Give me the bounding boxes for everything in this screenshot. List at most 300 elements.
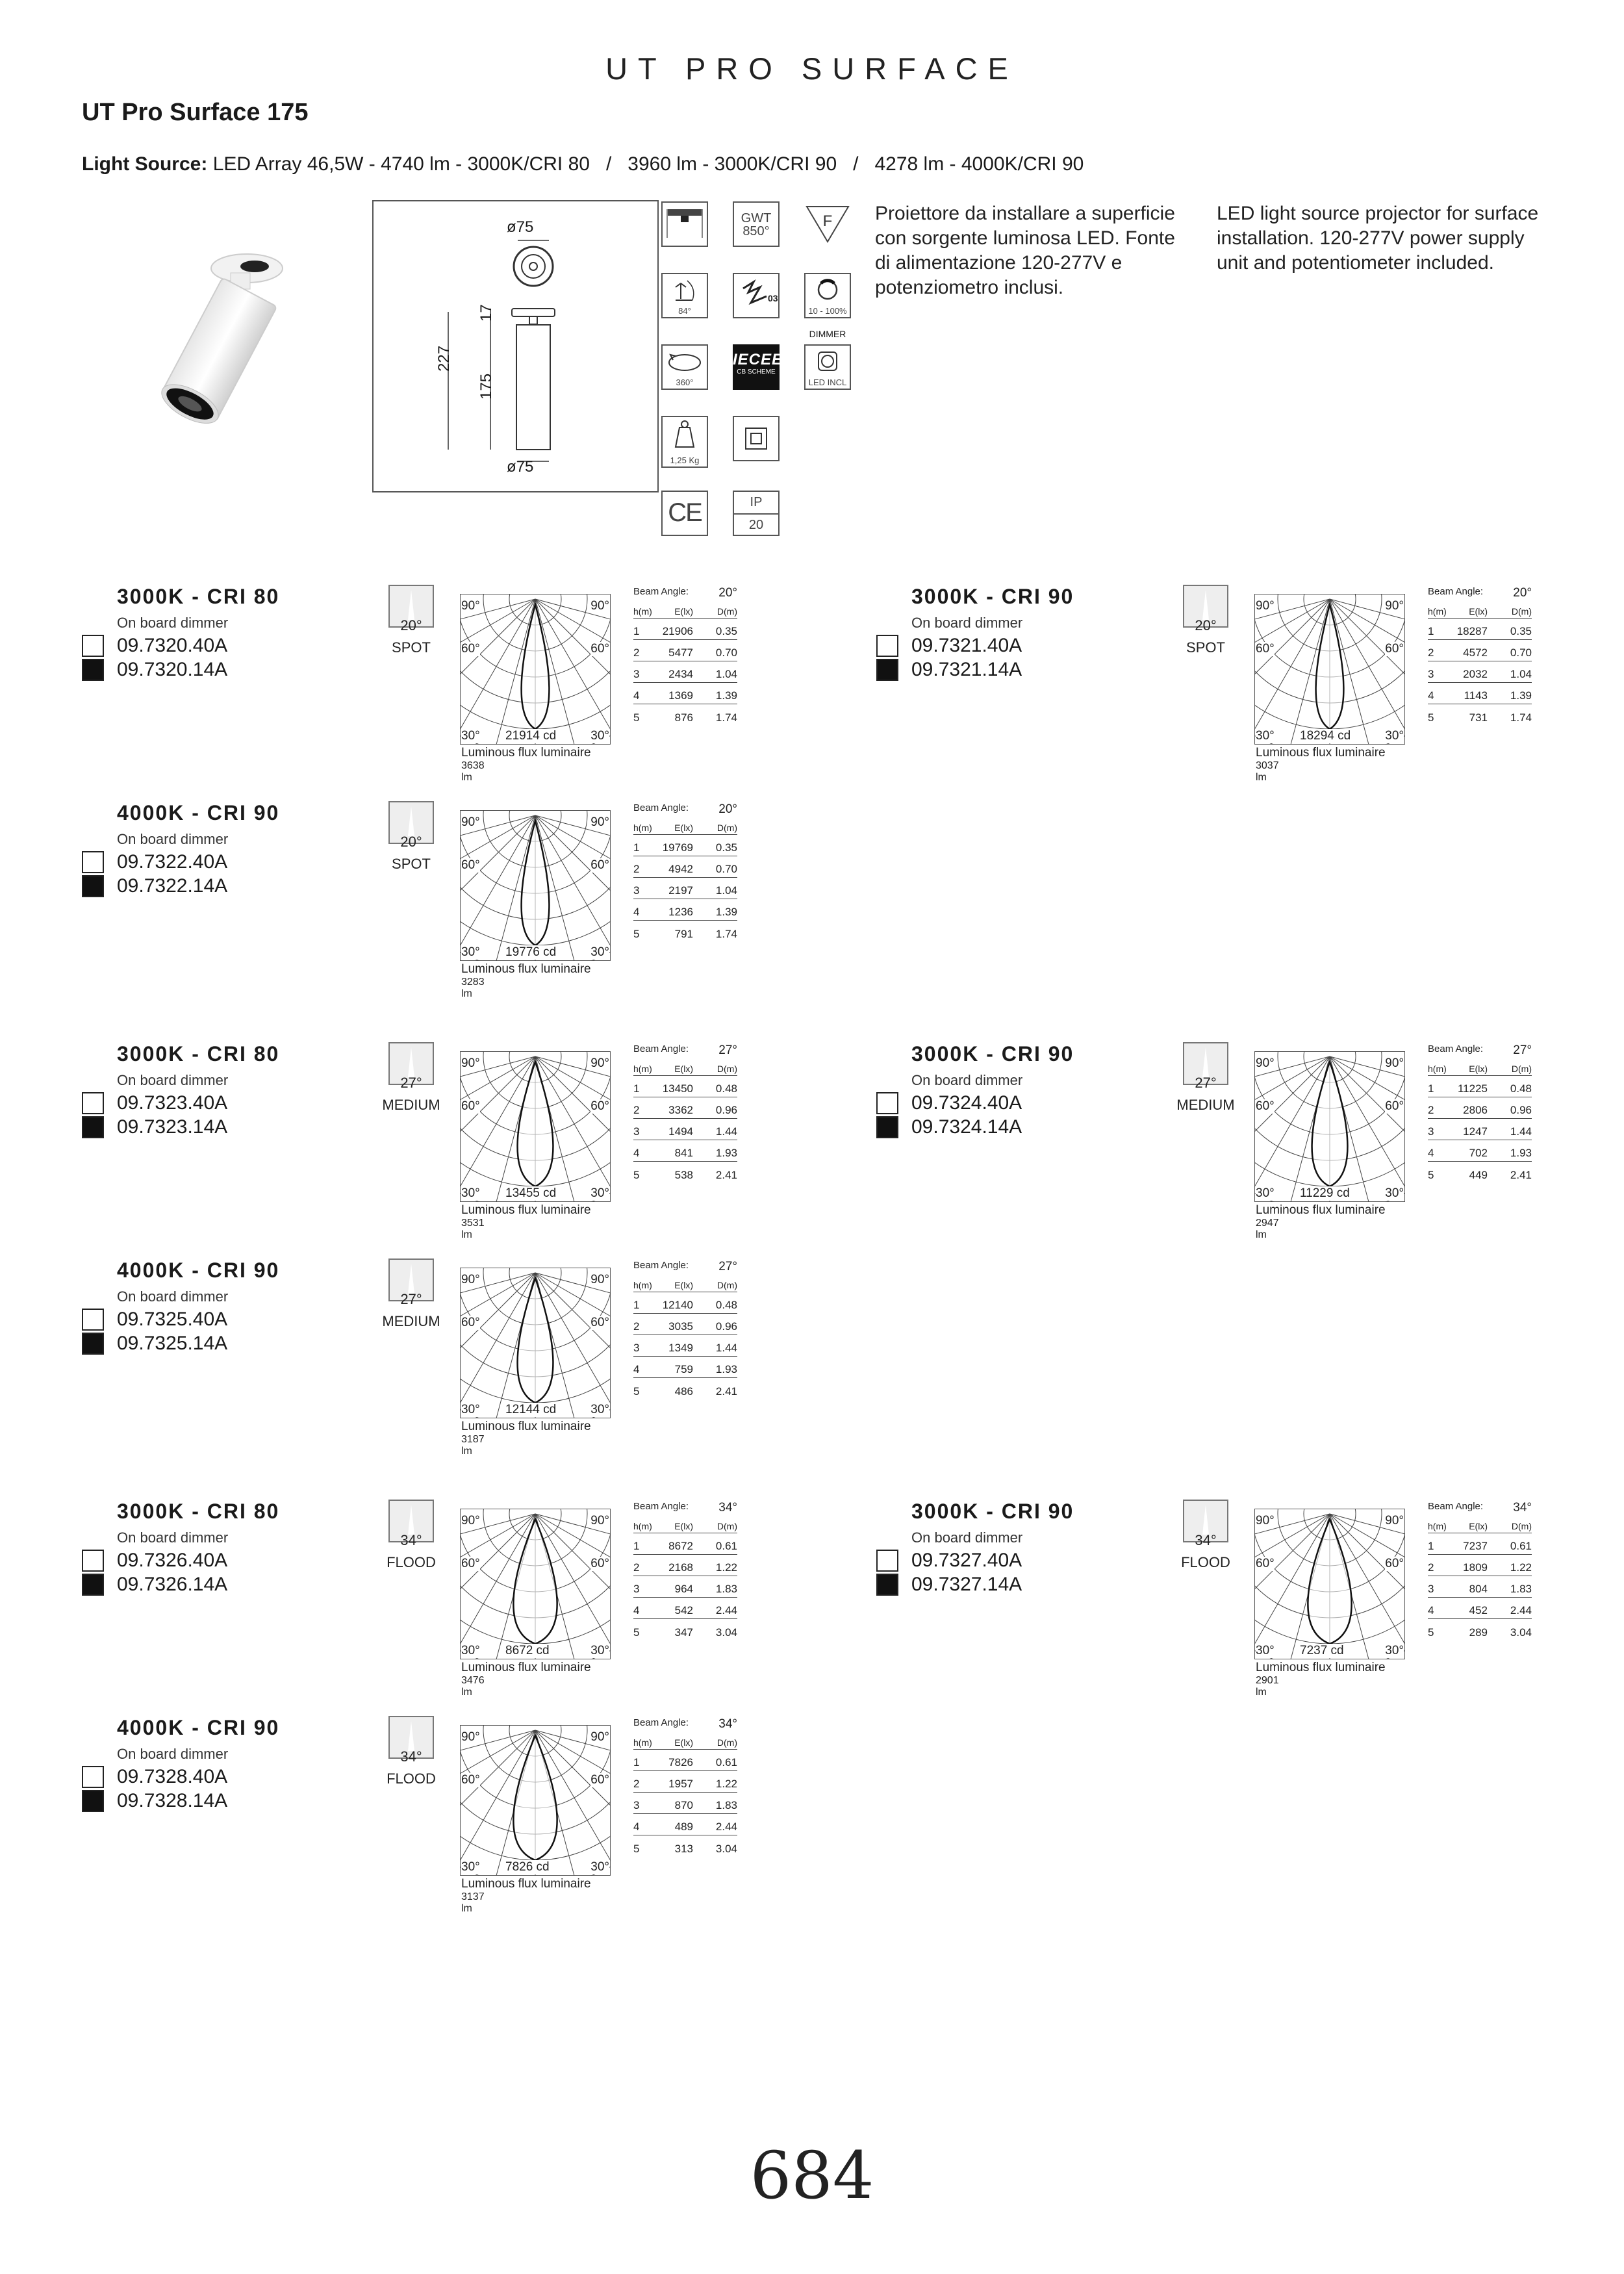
cell-d: 1.74 [715,928,737,940]
table-row [1428,1076,1532,1097]
polar-label-90-right: 90° [1385,1056,1404,1070]
table-row [1428,1140,1532,1162]
weight-icon [661,416,708,468]
code-white: 09.7322.40A [117,851,228,873]
polar-diagram [1254,594,1405,745]
col-d: D(m) [1511,1521,1532,1531]
cell-e: 7826 [668,1756,693,1769]
cell-h: 3 [633,1342,640,1354]
table-beam-angle: 20° [1513,586,1532,600]
peak-intensity: 8672 cd [505,1644,550,1657]
cell-e: 4572 [1463,646,1488,659]
polar-label-60-left: 60° [461,1316,480,1329]
beam-angle-caption: Beam Angle: [633,1501,689,1512]
led-incl-caption: LED INCL [808,377,847,387]
col-e: E(lx) [674,1280,693,1290]
table-beam-angle: 20° [718,802,737,816]
page-number: 684 [750,2138,874,2214]
col-h: h(m) [633,1064,652,1074]
table-row [1428,1555,1532,1576]
code-white: 09.7320.40A [117,635,228,656]
code-row-white[interactable] [82,1309,227,1331]
col-h: h(m) [1428,606,1447,617]
black-finish-swatch [82,1333,104,1355]
polar-label-90-right: 90° [590,815,609,829]
code-row-black[interactable] [82,1333,227,1355]
table-row [1428,1119,1532,1140]
cell-e: 18287 [1456,625,1488,637]
code-row-white[interactable] [82,1092,227,1114]
variant-title: 4000K - CRI 90 [117,1258,280,1282]
polar-label-90-right: 90° [1385,1514,1404,1527]
polar-label-90-right: 90° [590,1730,609,1744]
beam-type-label: FLOOD [387,1770,436,1787]
cell-h: 5 [633,928,640,940]
iecee-icon: IECEE CB SCHEME [733,344,780,390]
table-beam-angle: 34° [1513,1501,1532,1514]
cell-e: 5477 [668,646,693,659]
peak-intensity: 7237 cd [1300,1644,1344,1657]
white-finish-swatch [82,1309,104,1331]
polar-diagram [460,1725,611,1876]
cell-d: 0.48 [715,1299,737,1311]
polar-label-90-left: 90° [1256,1514,1275,1527]
flux-value: 3531 lm [461,1218,485,1240]
code-row-black[interactable] [82,659,227,681]
cell-h: 4 [633,689,640,702]
code-row-white[interactable] [82,635,227,657]
ip-label: IP [734,492,778,515]
code-white: 09.7327.40A [911,1550,1022,1571]
table-row [633,921,737,942]
variant-title: 3000K - CRI 90 [911,585,1074,608]
table-row [633,619,737,640]
cell-d: 1.93 [715,1363,737,1375]
illuminance-table [633,1501,737,1641]
code-black: 09.7322.14A [117,875,228,897]
cell-e: 1143 [1464,689,1488,702]
flux-label: Luminous flux luminaire [461,746,591,760]
white-finish-swatch [82,1550,104,1572]
cell-d: 0.48 [715,1082,737,1095]
cell-h: 5 [1428,711,1434,724]
polar-label-30-right: 30° [590,729,609,743]
table-row [633,1576,737,1598]
beam-angle-caption: Beam Angle: [633,586,689,597]
cell-e: 542 [674,1604,693,1616]
table-row [633,1292,737,1314]
table-row [1428,1097,1532,1119]
polar-label-90-right: 90° [590,1273,609,1286]
table-row [633,1750,737,1771]
cell-h: 4 [633,1820,640,1833]
peak-intensity: 21914 cd [505,729,557,743]
cell-h: 3 [633,668,640,680]
col-h: h(m) [1428,1064,1447,1074]
white-finish-swatch [876,1092,898,1114]
code-row-black[interactable] [82,875,227,897]
cell-e: 759 [674,1363,693,1375]
code-row-black[interactable] [876,659,1022,681]
cell-d: 0.61 [1510,1540,1532,1552]
table-row [633,1076,737,1097]
cell-e: 7237 [1463,1540,1488,1552]
flux-label: Luminous flux luminaire [1256,746,1386,760]
description-italian: Proiettore da installare a superficie con sorgente luminosa LED. Fonte di alimentazione 120-277V e potenziometro inclusi. [875,203,1175,298]
illuminance-table [1428,1043,1532,1183]
col-e: E(lx) [1469,1064,1488,1074]
light-source-value: LED Array 46,5W - 4740 lm - 3000K/CRI 80 / 3960 lm - 3000K/CRI 90 / 4278 lm - 4000K/CRI 90 [212,153,1084,175]
cell-d: 1.39 [715,906,737,918]
table-row [633,1533,737,1555]
cell-h: 4 [1428,1604,1434,1616]
flux-label: Luminous flux luminaire [461,1203,591,1217]
cell-h: 4 [1428,689,1434,702]
body-height-label: 175 [477,373,495,400]
cell-h: 4 [633,1604,640,1616]
gwt-icon: GWT 850° [733,201,780,247]
code-black: 09.7323.14A [117,1116,228,1138]
flux-label: Luminous flux luminaire [461,1877,591,1891]
polar-label-90-left: 90° [461,599,480,613]
variant-title: 3000K - CRI 80 [117,585,280,608]
ip-rating-icon [733,491,780,536]
cell-e: 538 [674,1169,693,1181]
variant-subtitle: On board dimmer [911,1529,1023,1546]
product-title: UT Pro Surface 175 [82,99,309,126]
cell-e: 1369 [668,689,693,702]
beam-angle-caption: Beam Angle: [1428,1043,1484,1054]
code-black: 09.7324.14A [911,1116,1022,1138]
cell-d: 0.70 [715,646,737,659]
polar-diagram [1254,1509,1405,1659]
polar-label-60-right: 60° [590,1316,609,1329]
peak-intensity: 11229 cd [1300,1186,1350,1200]
polar-label-60-right: 60° [1385,642,1404,656]
col-d: D(m) [717,1737,737,1748]
code-black: 09.7325.14A [117,1333,228,1354]
cell-d: 1.39 [715,689,737,702]
led-incl-icon [804,344,851,390]
polar-label-30-left: 30° [1256,729,1275,743]
code-row-white[interactable] [82,1766,227,1788]
cell-h: 3 [633,1125,640,1138]
code-white: 09.7324.40A [911,1092,1022,1114]
light-source-line [82,153,1084,175]
cell-d: 1.83 [1510,1583,1532,1595]
table-row [633,1140,737,1162]
table-row [1428,1619,1532,1641]
table-row [1428,1533,1532,1555]
polar-label-60-right: 60° [590,642,609,656]
beam-type-label: MEDIUM [382,1313,440,1329]
col-e: E(lx) [674,1521,693,1531]
flux-value: 3638 lm [461,760,485,783]
peak-intensity: 13455 cd [505,1186,557,1200]
beam-angle-value: 27° [400,1291,422,1307]
peak-intensity: 18294 cd [1300,729,1351,743]
cell-h: 1 [633,1299,640,1311]
cell-e: 702 [1469,1147,1488,1159]
polar-label-90-right: 90° [1385,599,1404,613]
cell-h: 5 [633,1843,640,1855]
polar-label-90-left: 90° [461,1056,480,1070]
cell-d: 2.41 [715,1385,737,1398]
cell-d: 0.96 [1510,1104,1532,1116]
col-h: h(m) [633,1737,652,1748]
code-row-white[interactable] [82,1550,227,1572]
cell-e: 791 [674,928,693,940]
cell-h: 5 [1428,1626,1434,1639]
polar-label-90-left: 90° [461,1514,480,1527]
col-d: D(m) [717,1064,737,1074]
polar-diagram [460,1509,611,1659]
cell-e: 313 [674,1843,693,1855]
polar-label-60-left: 60° [461,642,480,656]
peak-intensity: 12144 cd [505,1403,557,1416]
code-row-black[interactable] [82,1574,227,1596]
beam-type-label: MEDIUM [1176,1097,1235,1113]
polar-label-30-right: 30° [1385,1186,1404,1200]
code-row-black[interactable] [876,1116,1022,1138]
tilt-caption: 84° [678,306,691,316]
code-white: 09.7328.40A [117,1766,228,1787]
beam-angle-value: 27° [400,1075,422,1091]
table-row [633,1378,737,1399]
cell-h: 5 [633,1169,640,1181]
white-finish-swatch [876,635,898,657]
black-finish-swatch [876,1574,898,1596]
dimmer-caption: 10 - 100% [808,306,847,316]
polar-label-90-left: 90° [461,1730,480,1744]
cell-d: 3.04 [715,1843,737,1855]
polar-label-30-right: 30° [590,1644,609,1657]
cell-h: 2 [1428,1104,1434,1116]
flux-value: 3187 lm [461,1434,485,1457]
col-e: E(lx) [674,823,693,833]
code-row-white[interactable] [876,635,1022,657]
product-photo [143,239,292,434]
code-row-black[interactable] [82,1116,227,1138]
cell-d: 1.04 [715,884,737,897]
table-beam-angle: 34° [718,1717,737,1731]
cell-e: 486 [674,1385,693,1398]
bottom-diameter-label: ø75 [507,458,534,476]
cell-e: 841 [674,1147,693,1159]
black-finish-swatch [82,1116,104,1138]
cell-h: 1 [633,1756,640,1769]
beam-type-label: SPOT [1186,639,1225,656]
col-e: E(lx) [674,1064,693,1074]
table-row [633,1357,737,1378]
col-h: h(m) [633,606,652,617]
beam-type-label: FLOOD [387,1554,436,1570]
cell-h: 2 [633,863,640,875]
table-row [633,1555,737,1576]
ce-mark: CE [668,498,702,527]
cell-e: 1247 [1463,1125,1488,1138]
table-beam-angle: 27° [1513,1043,1532,1057]
col-h: h(m) [1428,1521,1447,1531]
polar-label-30-left: 30° [461,729,480,743]
ik-rating-icon [733,273,780,318]
variant-subtitle: On board dimmer [911,1072,1023,1088]
cell-d: 0.70 [715,863,737,875]
table-row [633,683,737,704]
beam-angle-value: 27° [1195,1075,1217,1091]
table-row [633,1314,737,1335]
cell-h: 1 [1428,1082,1434,1095]
flux-label: Luminous flux luminaire [461,962,591,976]
code-row-black[interactable] [876,1574,1022,1596]
polar-label-60-right: 60° [1385,1099,1404,1113]
cell-e: 2806 [1463,1104,1488,1116]
col-e: E(lx) [674,1737,693,1748]
code-white: 09.7325.40A [117,1309,228,1330]
variant-title: 3000K - CRI 80 [117,1500,280,1523]
tilt-icon [661,273,708,318]
light-source-label: Light Source: [82,153,208,175]
variant-title: 3000K - CRI 90 [911,1500,1074,1523]
cell-h: 3 [633,1583,640,1595]
cell-d: 0.96 [715,1104,737,1116]
white-finish-swatch [876,1550,898,1572]
cell-h: 1 [633,1082,640,1095]
cell-h: 2 [633,1320,640,1333]
white-finish-swatch [82,1766,104,1788]
code-row-white[interactable] [876,1550,1022,1572]
polar-label-60-right: 60° [590,858,609,872]
table-row [1428,619,1532,640]
cell-d: 0.61 [715,1540,737,1552]
black-finish-swatch [82,1574,104,1596]
code-black: 09.7321.14A [911,659,1022,680]
cell-e: 870 [674,1799,693,1811]
cell-h: 3 [633,1799,640,1811]
cell-d: 1.22 [715,1778,737,1790]
cell-h: 3 [1428,1125,1434,1138]
illuminance-table [633,586,737,726]
table-row [633,1835,737,1857]
cell-d: 2.41 [715,1169,737,1181]
cell-e: 21906 [662,625,693,637]
col-e: E(lx) [1469,606,1488,617]
svg-text:03: 03 [768,293,778,303]
cell-h: 5 [1428,1169,1434,1181]
cell-d: 1.22 [1510,1561,1532,1574]
polar-label-90-right: 90° [590,1056,609,1070]
cell-h: 1 [1428,625,1434,637]
weight-caption: 1,25 Kg [670,455,700,465]
cell-e: 731 [1469,711,1488,724]
cell-d: 1.93 [1510,1147,1532,1159]
cell-e: 1349 [668,1342,693,1354]
polar-label-90-left: 90° [1256,1056,1275,1070]
cell-e: 2168 [668,1561,693,1574]
beam-angle-value: 34° [400,1532,422,1548]
top-diameter-label: ø75 [507,218,534,236]
black-finish-swatch [82,1790,104,1812]
cell-e: 2434 [668,668,693,680]
code-row-white[interactable] [82,851,227,873]
flux-value: 2947 lm [1256,1218,1279,1240]
col-d: D(m) [717,606,737,617]
variant-subtitle: On board dimmer [117,831,229,847]
cell-h: 4 [1428,1147,1434,1159]
cell-h: 1 [1428,1540,1434,1552]
variant-subtitle: On board dimmer [117,1072,229,1088]
black-finish-swatch [82,875,104,897]
white-finish-swatch [82,635,104,657]
code-row-white[interactable] [876,1092,1022,1114]
variant-title: 4000K - CRI 90 [117,801,280,824]
flux-value: 3476 lm [461,1675,485,1698]
beam-angle-caption: Beam Angle: [633,1717,689,1728]
polar-label-30-left: 30° [1256,1644,1275,1657]
illuminance-table [633,802,737,942]
polar-label-30-right: 30° [590,1403,609,1416]
cell-d: 0.96 [715,1320,737,1333]
table-row [633,1097,737,1119]
beam-angle-caption: Beam Angle: [633,1260,689,1271]
illuminance-table [633,1260,737,1399]
cell-d: 2.41 [1510,1169,1532,1181]
polar-diagram [460,810,611,961]
cell-e: 449 [1469,1169,1488,1181]
cell-e: 3035 [668,1320,693,1333]
cell-h: 1 [633,1540,640,1552]
cell-d: 3.04 [1510,1626,1532,1639]
cell-h: 2 [633,1104,640,1116]
table-row [1428,1598,1532,1619]
code-row-black[interactable] [82,1790,227,1812]
cell-h: 4 [633,1363,640,1375]
code-white: 09.7321.40A [911,635,1022,656]
table-row [633,1162,737,1183]
col-d: D(m) [1511,1064,1532,1074]
total-height-label: 227 [435,345,453,372]
cell-d: 1.83 [715,1583,737,1595]
cell-h: 2 [633,646,640,659]
cell-d: 0.35 [715,625,737,637]
peak-intensity: 19776 cd [505,945,557,959]
cell-h: 2 [633,1561,640,1574]
polar-diagram [460,1051,611,1202]
variant-subtitle: On board dimmer [117,1746,229,1762]
cell-h: 1 [633,625,640,637]
cell-e: 2032 [1463,668,1488,680]
polar-label-30-left: 30° [461,1860,480,1874]
polar-label-60-left: 60° [461,1557,480,1570]
table-row [1428,704,1532,726]
cell-h: 3 [1428,1583,1434,1595]
cell-h: 2 [633,1778,640,1790]
beam-type-label: MEDIUM [382,1097,440,1113]
table-beam-angle: 27° [718,1043,737,1057]
class2-icon [733,416,780,461]
cell-d: 0.48 [1510,1082,1532,1095]
variant-subtitle: On board dimmer [117,1529,229,1546]
dimmer-icon[interactable] [804,273,851,318]
polar-label-90-left: 90° [1256,599,1275,613]
polar-label-60-right: 60° [590,1557,609,1570]
white-finish-swatch [82,1092,104,1114]
beam-type-label: SPOT [392,856,431,872]
beam-angle-caption: Beam Angle: [1428,1501,1484,1512]
ce-icon [661,491,708,536]
cell-e: 1809 [1463,1561,1488,1574]
table-beam-angle: 20° [718,586,737,600]
